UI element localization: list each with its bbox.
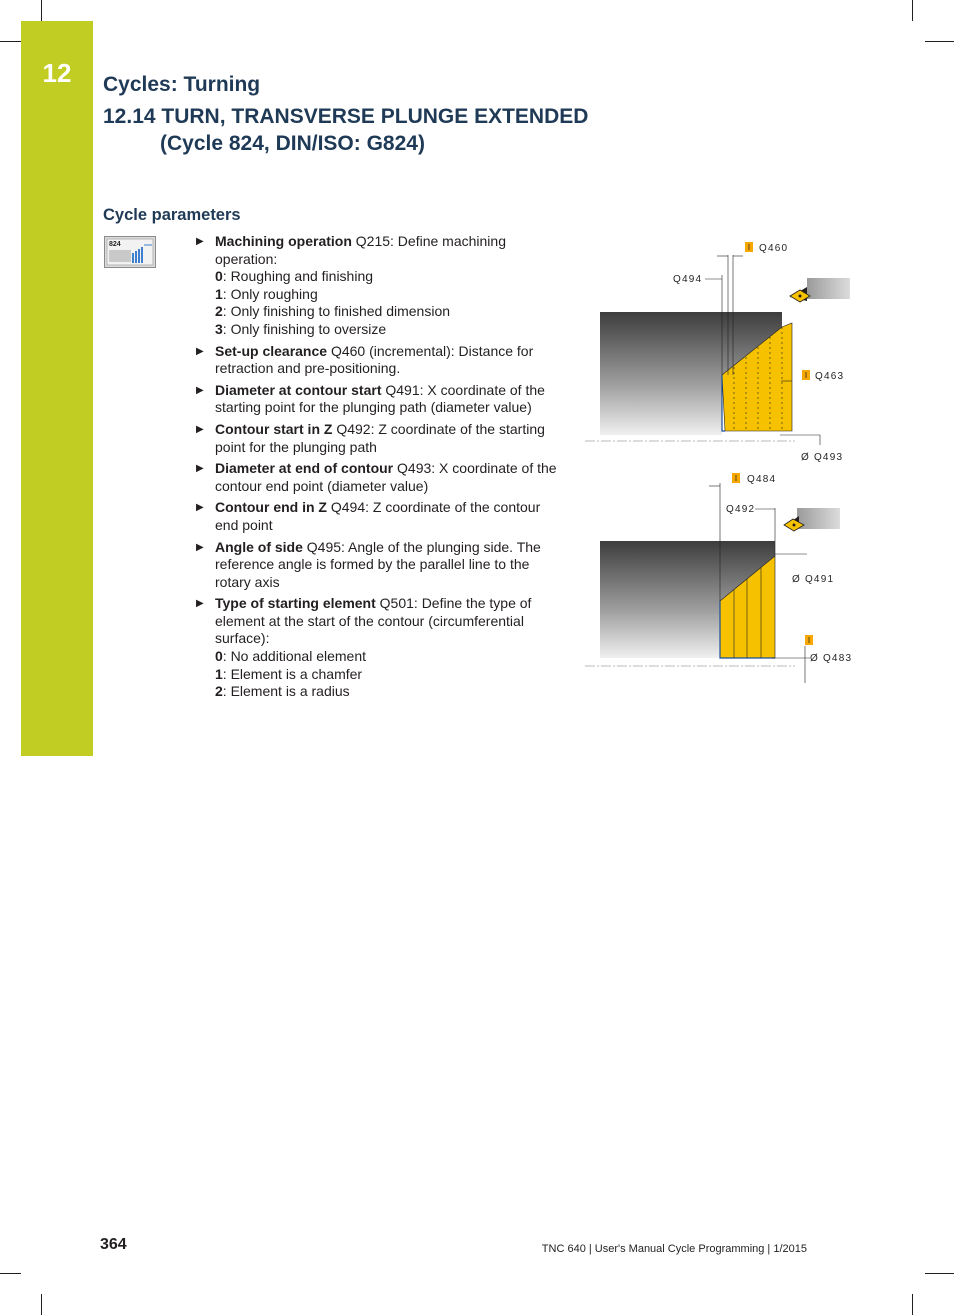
- parameter-name: Contour end in Z: [215, 499, 327, 516]
- bullet-arrow-icon: ▶: [196, 236, 204, 247]
- bullet-arrow-icon: ▶: [196, 502, 204, 514]
- parameter-description: Q493: X coordinate of the contour end point (diameter value): [215, 460, 557, 494]
- parameter-item: [196, 595, 558, 701]
- parameter-name: Machining operation: [215, 233, 352, 249]
- bullet-arrow-icon: ▶: [196, 345, 204, 357]
- svg-text:I: I: [747, 243, 751, 252]
- crop-mark: [0, 1273, 21, 1274]
- parameter-option: 3: Only finishing to oversize: [215, 320, 387, 337]
- label-q493: Ø Q493: [801, 452, 844, 463]
- footer-info: TNC 640 | User's Manual Cycle Programming | 1/2015: [541, 1243, 807, 1255]
- label-q491: Ø Q491: [792, 574, 835, 585]
- parameter-item: [196, 421, 558, 456]
- parameter-option: 1: Element is a chamfer: [215, 665, 363, 682]
- parameter-name: Type of starting element: [215, 595, 376, 612]
- softkey-label: 824: [109, 241, 121, 248]
- bullet-arrow-icon: ▶: [196, 384, 204, 396]
- tool-holder: [797, 508, 840, 529]
- parameter-item: [196, 343, 558, 378]
- label-q483: Ø Q483: [810, 653, 853, 664]
- crop-mark: [925, 41, 954, 42]
- parameter-option: 2: Element is a radius: [215, 683, 350, 700]
- crop-mark: [41, 0, 42, 21]
- parameter-option: 0: No additional element: [215, 648, 366, 665]
- label-q463: Q463: [815, 371, 845, 382]
- parameter-item: [196, 233, 558, 339]
- parameter-option: 0: Roughing and finishing: [215, 268, 374, 285]
- parameter-name: Contour start in Z: [215, 420, 333, 437]
- parameter-description: Q495: Angle of the plunging side. The reference angle is formed by the parallel line to the rotary axis: [215, 538, 541, 590]
- parameter-description: Q492: Z coordinate of the starting point for the plunging path: [215, 420, 545, 455]
- label-q484: Q484: [747, 474, 777, 485]
- parameter-option: 1: Only roughing: [215, 285, 318, 302]
- parameter-description: Q215: Define machining operation:: [215, 233, 506, 267]
- parameter-name: Diameter at contour start: [215, 381, 382, 398]
- svg-text:I: I: [807, 636, 811, 645]
- parameter-description: Q501: Define the type of element at the start of the contour (circumferential surface):: [215, 595, 532, 647]
- parameter-item: [196, 382, 558, 417]
- bullet-arrow-icon: ▶: [196, 598, 204, 610]
- chapter-sidebar: [21, 21, 93, 756]
- parameter-item: [196, 460, 558, 495]
- crop-mark: [925, 1273, 954, 1274]
- parameter-description: Q491: X coordinate of the starting point for the plunging path (diameter value): [215, 381, 545, 416]
- chapter-title: Cycles: Turning: [103, 73, 261, 96]
- chapter-number: 12: [42, 58, 72, 88]
- parameter-list: [196, 233, 558, 705]
- svg-text:I: I: [734, 474, 738, 483]
- crop-mark: [0, 41, 21, 42]
- section-title-line1: 12.14 TURN, TRANSVERSE PLUNGE EXTENDED: [103, 105, 589, 128]
- tool-holder: [807, 278, 850, 299]
- parameter-description: Q494: Z coordinate of the contour end point: [215, 499, 541, 533]
- crop-mark: [912, 1294, 913, 1315]
- parameter-description: Q460 (incremental): Distance for retraction and pre-positioning.: [215, 342, 534, 377]
- section-title-line2: (Cycle 824, DIN/ISO: G824): [160, 132, 425, 155]
- svg-text:I: I: [804, 371, 808, 380]
- parameter-option: 2: Only finishing to finished dimension: [215, 303, 451, 320]
- cycle-softkey-icon: [104, 236, 156, 268]
- subsection-heading: Cycle parameters: [103, 206, 241, 224]
- label-q494: Q494: [673, 274, 703, 285]
- bullet-arrow-icon: ▶: [196, 463, 204, 475]
- parameter-name: Diameter at end of contour: [215, 460, 394, 477]
- section-title: [103, 103, 588, 157]
- parameter-item: [196, 539, 558, 592]
- parameter-name: Angle of side: [215, 538, 303, 555]
- bullet-arrow-icon: ▶: [196, 423, 204, 435]
- label-q460: Q460: [759, 243, 789, 254]
- parameter-name: Set-up clearance: [215, 342, 328, 359]
- label-q492: Q492: [726, 504, 756, 515]
- crop-mark: [912, 0, 913, 21]
- bullet-arrow-icon: ▶: [196, 541, 204, 553]
- cycle-diagram-top: [585, 235, 855, 465]
- cycle-diagram-bottom: [585, 468, 855, 683]
- crop-mark: [41, 1294, 42, 1315]
- page-number: 364: [100, 1236, 127, 1253]
- parameter-item: [196, 499, 558, 534]
